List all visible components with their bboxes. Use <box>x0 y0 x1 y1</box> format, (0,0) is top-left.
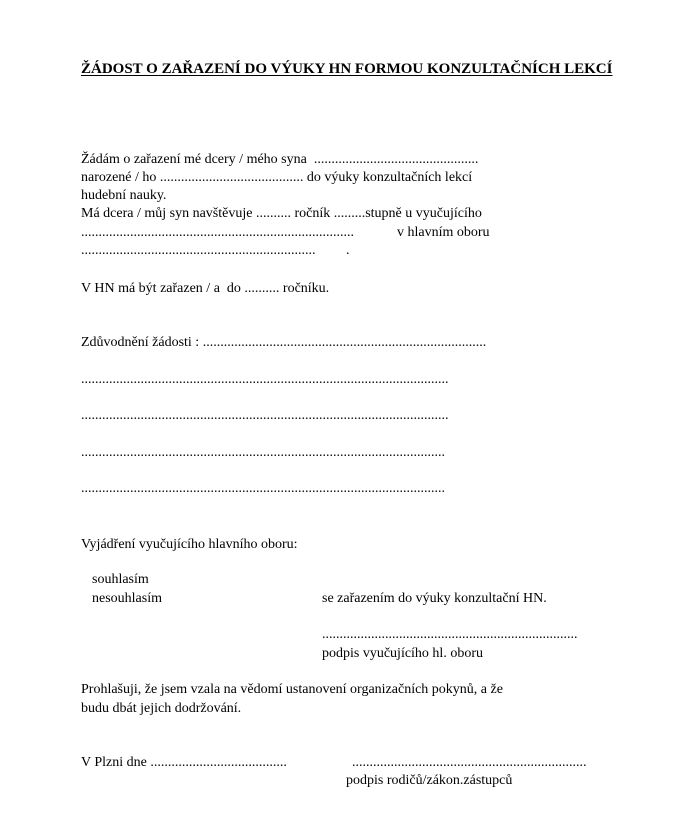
teacher-signature-line: ......................................................................... <box>322 627 578 642</box>
option-agree: souhlasím <box>92 572 149 587</box>
parent-signature-label: podpis rodičů/zákon.zástupců <box>346 773 513 788</box>
request-line-3: hudební nauky. <box>81 188 167 203</box>
justification-line-3: ........................................................................................................ <box>81 445 445 460</box>
form-title: ŽÁDOST O ZAŘAZENÍ DO VÝUKY HN FORMOU KONZULTAČNÍCH LEKCÍ <box>81 61 613 77</box>
declaration-line-1: Prohlašuji, že jsem vzala na vědomí ustanovení organizačních pokynů, a že <box>81 682 503 697</box>
request-line-6-period: . <box>346 243 350 258</box>
justification-label: Zdůvodnění žádosti : ................................................................................. <box>81 335 487 350</box>
teacher-signature-label: podpis vyučujícího hl. oboru <box>322 646 483 661</box>
request-line-4: Má dcera / můj syn navštěvuje .......... ročník .........stupně u vyučujícího <box>81 206 482 221</box>
option-disagree: nesouhlasím <box>92 591 162 606</box>
request-line-1: Žádám o zařazení mé dcery / mého syna ............................................... <box>81 152 479 167</box>
declaration-line-2: budu dbát jejich dodržování. <box>81 701 242 716</box>
place-date: V Plzni dne ....................................... <box>81 755 287 770</box>
request-line-5-text: v hlavním oboru <box>397 225 490 240</box>
grade-line: V HN má být zařazen / a do .......... ročníku. <box>81 281 330 296</box>
request-line-6-dots: ................................................................... <box>81 243 316 258</box>
teacher-statement: se zařazením do výuky konzultační HN. <box>322 591 547 606</box>
parent-signature-line: ................................................................... <box>352 755 587 770</box>
request-line-2: narozené / ho ......................................... do výuky konzultačních lekcí <box>81 170 473 185</box>
teacher-heading: Vyjádření vyučujícího hlavního oboru: <box>81 537 298 552</box>
justification-line-2: ......................................................................................................... <box>81 408 449 423</box>
request-line-5-dots: .............................................................................. <box>81 225 354 240</box>
justification-line-1: ......................................................................................................... <box>81 372 449 387</box>
justification-line-4: ........................................................................................................ <box>81 481 445 496</box>
